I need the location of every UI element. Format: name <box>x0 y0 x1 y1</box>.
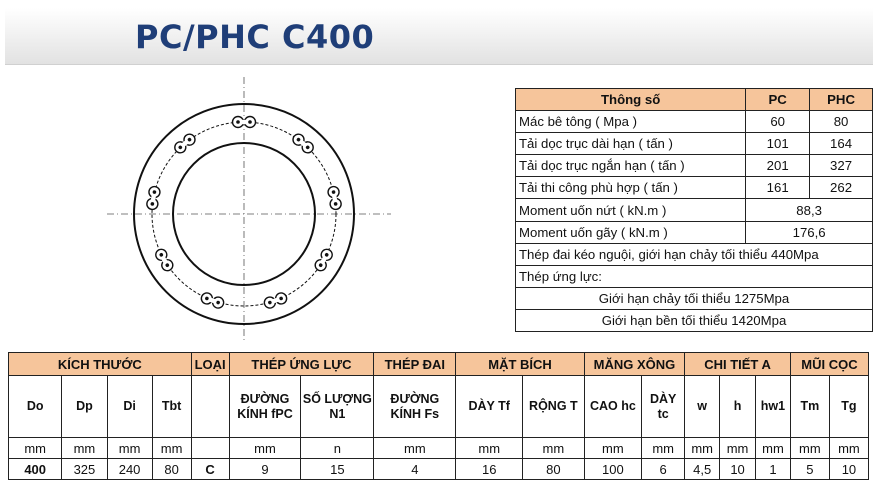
subheader-so-luong <box>301 376 374 438</box>
value-cell: 16 <box>456 459 523 480</box>
dimension-group-header-row <box>9 353 869 376</box>
unit-cell: mm <box>720 438 756 459</box>
spec-row <box>516 177 873 199</box>
spec-label: Tải thi công phù hợp ( tấn ) <box>516 177 746 199</box>
unit-cell: mm <box>790 438 829 459</box>
subheader-line: KÍNH Fs <box>390 406 440 421</box>
spec-label: Moment uốn gãy ( kN.m ) <box>516 221 746 243</box>
group-mat-bich: MẶT BÍCH <box>456 353 584 376</box>
spec-steel-band: Thép đai kéo nguội, giới hạn chảy tối thiểu 440Mpa <box>516 243 873 265</box>
value-cell: 10 <box>829 459 868 480</box>
spec-header-row <box>516 89 873 111</box>
spec-label: Mác bê tông ( Mpa ) <box>516 111 746 133</box>
spec-prestress-label: Thép ứng lực: <box>516 265 873 287</box>
value-cell: 5 <box>790 459 829 480</box>
value-cell: 10 <box>720 459 756 480</box>
spec-table <box>515 88 873 332</box>
unit-cell: mm <box>523 438 585 459</box>
unit-cell: mm <box>229 438 301 459</box>
group-kich-thuoc: KÍCH THƯỚC <box>9 353 192 376</box>
subheader-duong-kinh-fs <box>374 376 456 438</box>
subheader-day-tf: DÀY Tf <box>456 376 523 438</box>
spec-row-full <box>516 309 873 331</box>
title-bar <box>5 8 873 65</box>
spec-tensile-limit: Giới hạn bền tối thiểu 1420Mpa <box>516 309 873 331</box>
subheader-hw1: hw1 <box>756 376 791 438</box>
value-cell: 100 <box>584 459 641 480</box>
unit-cell: mm <box>756 438 791 459</box>
spec-label: Tải dọc trục dài hạn ( tấn ) <box>516 133 746 155</box>
strand-symbol <box>263 291 288 309</box>
subheader-di: Di <box>107 376 152 438</box>
subheader-tbt: Tbt <box>152 376 191 438</box>
subheader-h: h <box>720 376 756 438</box>
unit-cell: mm <box>829 438 868 459</box>
dimension-unit-row <box>9 438 869 459</box>
subheader-rong-t: RỘNG T <box>523 376 585 438</box>
value-cell: 240 <box>107 459 152 480</box>
page-title: PC/PHC C400 <box>135 18 375 56</box>
spec-row-full <box>516 265 873 287</box>
unit-cell: mm <box>374 438 456 459</box>
unit-cell: mm <box>456 438 523 459</box>
spec-pc-value: 161 <box>746 177 810 199</box>
spec-row-merged <box>516 199 873 221</box>
dimension-table <box>8 352 869 480</box>
spec-phc-value: 327 <box>810 155 873 177</box>
unit-cell: n <box>301 438 374 459</box>
spec-header-phc: PHC <box>810 89 873 111</box>
subheader-dp: Dp <box>62 376 107 438</box>
subheader-line: SỐ LƯỢNG <box>302 391 372 406</box>
spec-phc-value: 80 <box>810 111 873 133</box>
unit-cell: mm <box>584 438 641 459</box>
unit-cell: mm <box>9 438 62 459</box>
unit-cell: mm <box>685 438 720 459</box>
spec-label: Tải dọc trục ngắn hạn ( tấn ) <box>516 155 746 177</box>
value-cell: 80 <box>152 459 191 480</box>
spec-pc-value: 201 <box>746 155 810 177</box>
subheader-w: w <box>685 376 720 438</box>
spec-phc-value: 262 <box>810 177 873 199</box>
subheader-loai-empty <box>191 376 229 438</box>
subheader-day-tc <box>642 376 685 438</box>
spec-row <box>516 111 873 133</box>
spec-header-pc: PC <box>746 89 810 111</box>
spec-merged-value: 176,6 <box>746 221 873 243</box>
unit-cell: mm <box>62 438 107 459</box>
spec-yield-limit: Giới hạn chảy tối thiểu 1275Mpa <box>516 287 873 309</box>
strand-symbol <box>313 247 334 272</box>
spec-header-param: Thông số <box>516 89 746 111</box>
value-cell: 9 <box>229 459 301 480</box>
dimension-subheader-row <box>9 376 869 438</box>
strand-symbol <box>327 186 342 211</box>
strand-symbol <box>154 247 175 272</box>
strand-bridge <box>241 120 247 124</box>
unit-cell: mm <box>107 438 152 459</box>
group-thep-ung-luc: THÉP ỨNG LỰC <box>229 353 374 376</box>
group-mui-coc: MŨI CỌC <box>790 353 868 376</box>
group-chi-tiet-a: CHI TIẾT A <box>685 353 791 376</box>
value-cell: 15 <box>301 459 374 480</box>
spec-row <box>516 133 873 155</box>
value-cell: 325 <box>62 459 107 480</box>
spec-row-merged <box>516 221 873 243</box>
subheader-tg: Tg <box>829 376 868 438</box>
subheader-line: tc <box>657 406 669 421</box>
unit-cell: mm <box>642 438 685 459</box>
subheader-line: N1 <box>329 406 346 421</box>
spec-phc-value: 164 <box>810 133 873 155</box>
unit-cell <box>191 438 229 459</box>
spec-merged-value: 88,3 <box>746 199 873 221</box>
spec-row-full <box>516 243 873 265</box>
value-cell: 1 <box>756 459 791 480</box>
strand-symbol <box>200 291 225 309</box>
subheader-line: KÍNH fPC <box>237 406 293 421</box>
dimension-value-row <box>9 459 869 480</box>
value-cell: 4 <box>374 459 456 480</box>
strand-symbol <box>173 132 198 155</box>
spec-pc-value: 101 <box>746 133 810 155</box>
value-cell: 400 <box>9 459 62 480</box>
subheader-do: Do <box>9 376 62 438</box>
unit-cell: mm <box>152 438 191 459</box>
subheader-duong-kinh-fpc <box>229 376 301 438</box>
value-cell: 4,5 <box>685 459 720 480</box>
strand-symbol <box>291 132 316 155</box>
subheader-line: ĐƯỜNG <box>240 391 290 406</box>
value-cell: 6 <box>642 459 685 480</box>
strand-dot <box>248 120 252 124</box>
value-cell: 80 <box>523 459 585 480</box>
spec-row-full <box>516 287 873 309</box>
spec-pc-value: 60 <box>746 111 810 133</box>
subheader-line: DÀY <box>649 391 677 406</box>
subheader-tm: Tm <box>790 376 829 438</box>
subheader-cao-hc: CAO hc <box>584 376 641 438</box>
strand-symbol <box>146 186 161 211</box>
pile-cross-section-drawing <box>105 75 395 345</box>
value-cell: C <box>191 459 229 480</box>
strand-dot <box>236 120 240 124</box>
group-thep-dai: THÉP ĐAI <box>374 353 456 376</box>
subheader-line: ĐƯỜNG <box>390 391 440 406</box>
group-mang-xong: MĂNG XÔNG <box>584 353 685 376</box>
spec-label: Moment uốn nứt ( kN.m ) <box>516 199 746 221</box>
group-loai: LOẠI <box>191 353 229 376</box>
spec-row <box>516 155 873 177</box>
